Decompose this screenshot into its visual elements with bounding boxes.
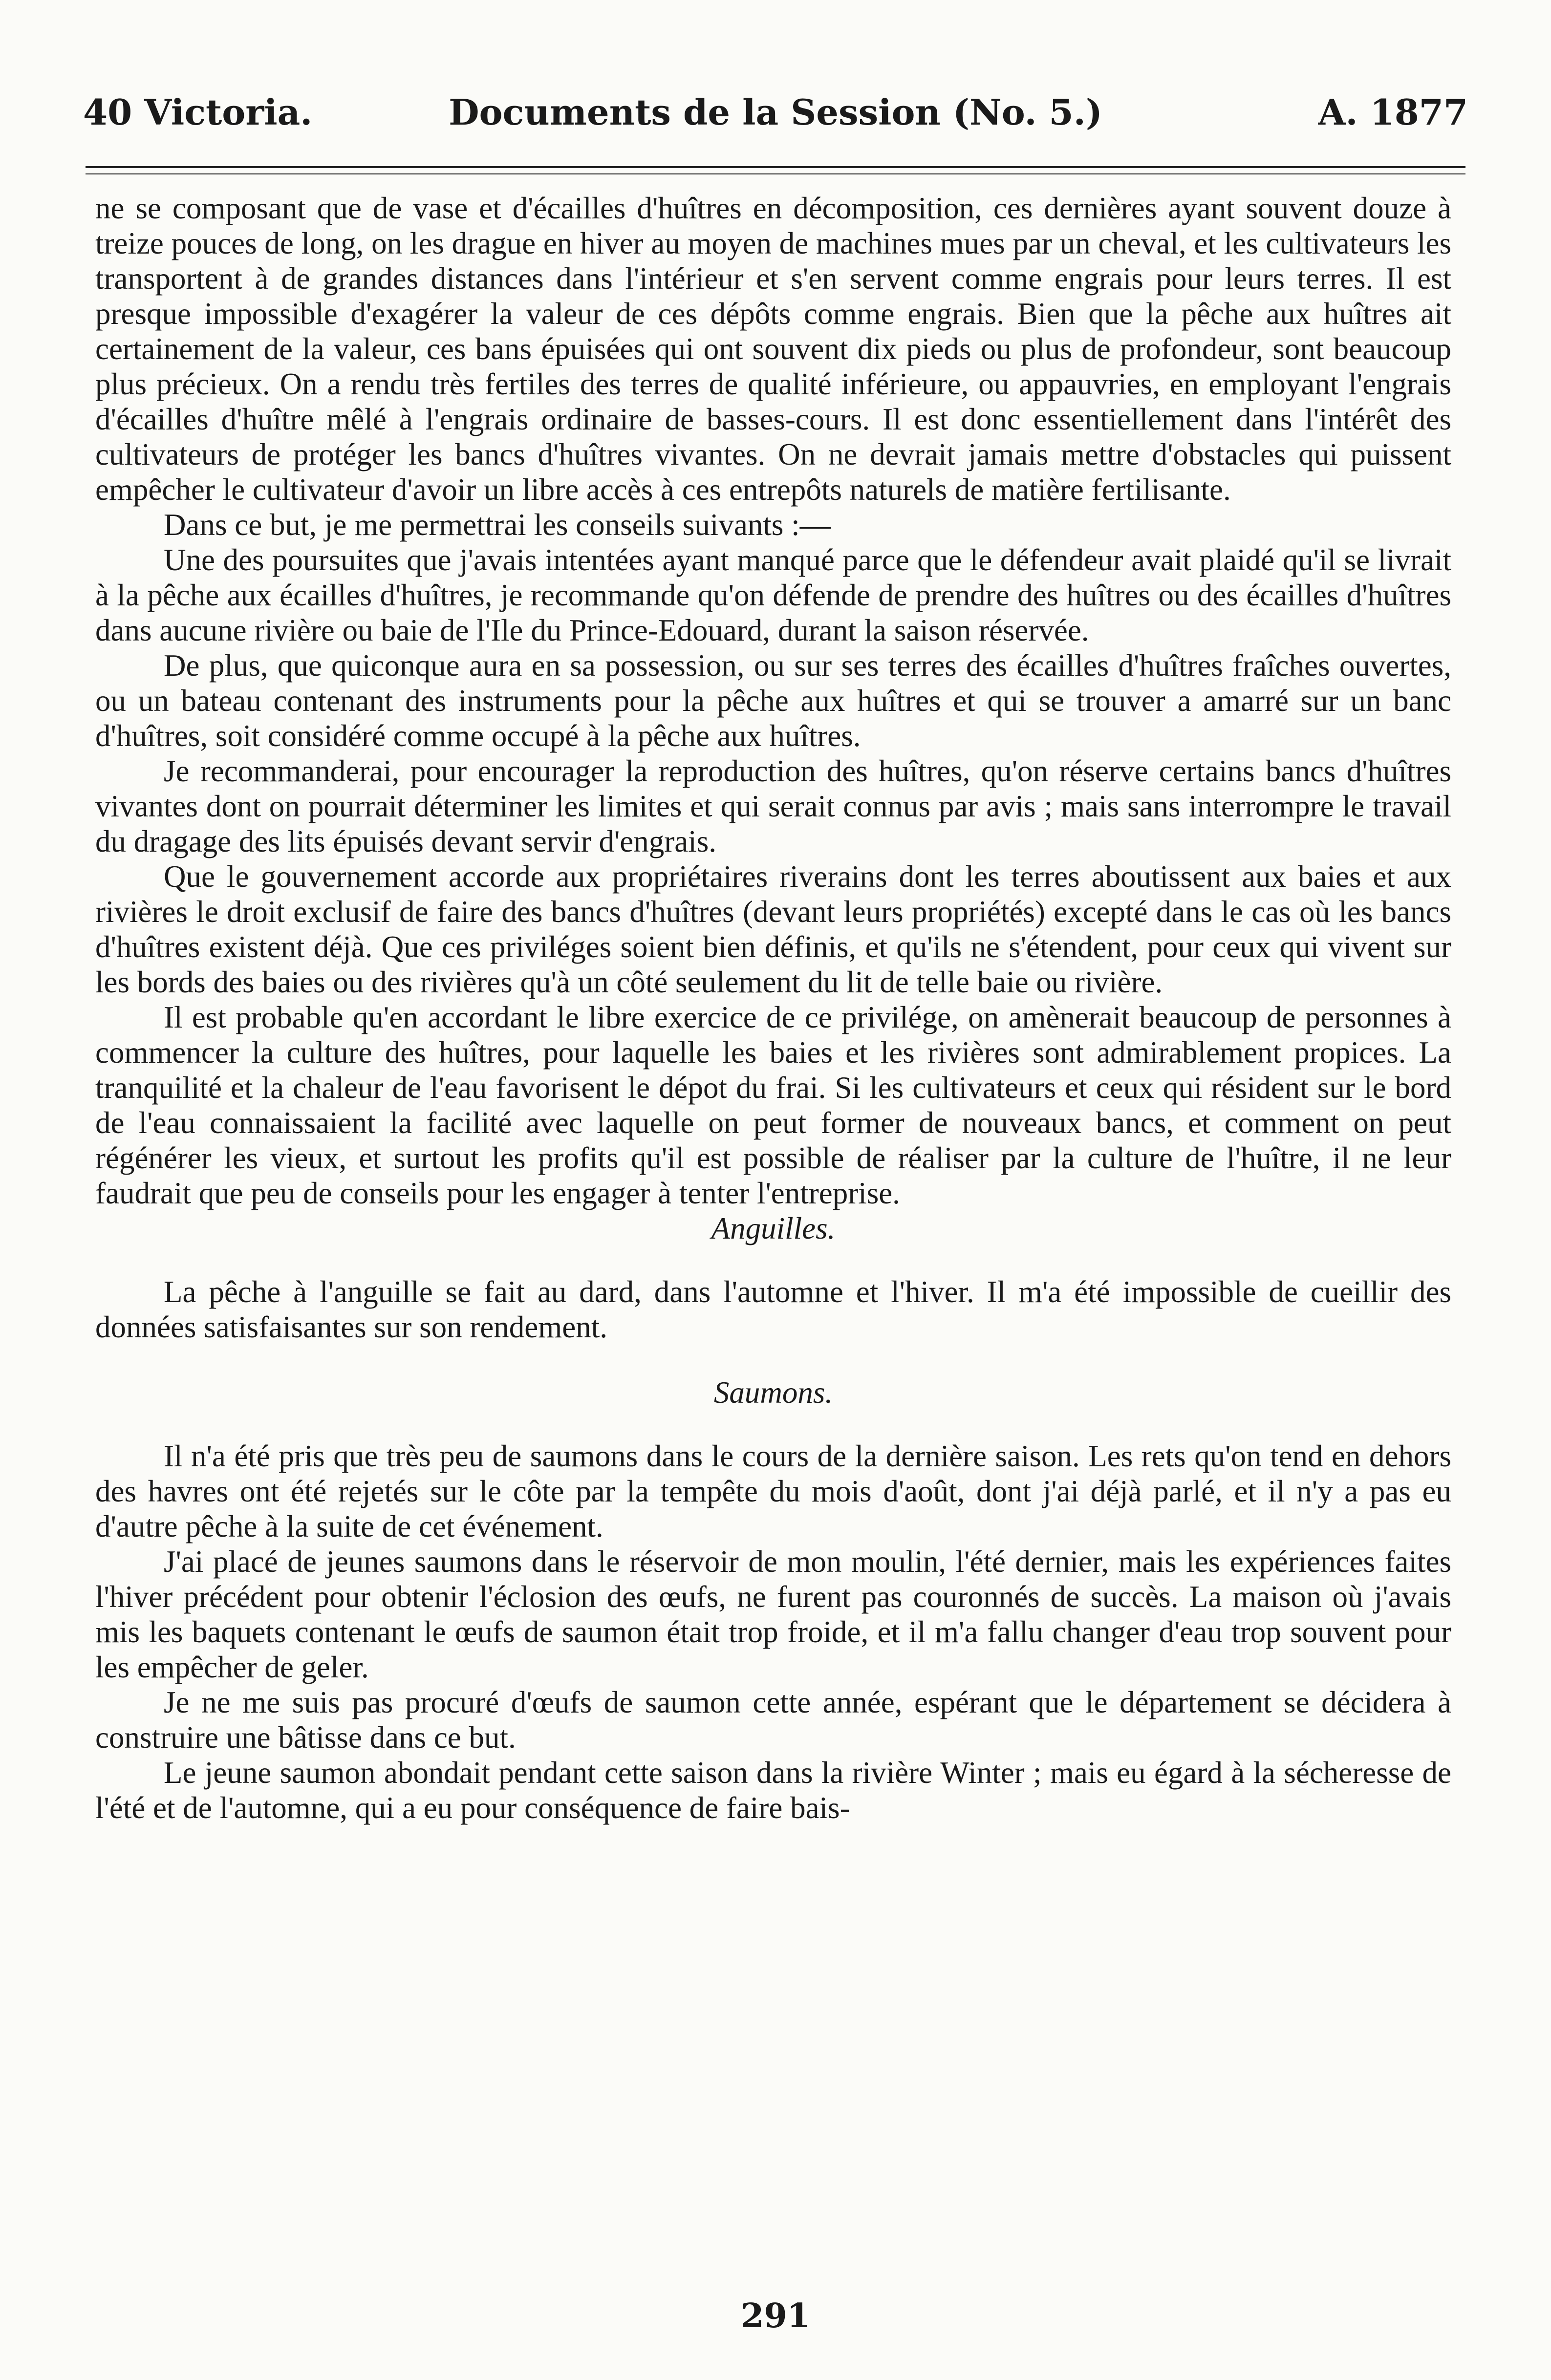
paragraph: De plus, que quiconque aura en sa possession, ou sur ses terres des écailles d'huîtres fraîches ouvertes, ou un bateau contenant des instruments pour la pêche aux huîtres et qui se trouver a amarré sur un banc d'huîtres, soit considéré comme occupé à la pêche aux huîtres. xyxy=(95,648,1451,753)
page-number: 291 xyxy=(741,2296,810,2336)
paragraph: Dans ce but, je me permettrai les conseils suivants :— xyxy=(164,508,831,542)
paragraph: Je recommanderai, pour encourager la reproduction des huîtres, qu'on réserve certains bancs d'huîtres vivantes dont on pourrait déterminer les limites et qui serait connus par avis ; mais sans interrompre le travail du dragage des lits épuisés devant servir d'engrais. xyxy=(95,754,1451,858)
header-session-year: 40 Victoria. xyxy=(83,91,313,133)
page-header xyxy=(83,88,1468,142)
header-rule-thin xyxy=(86,173,1465,174)
paragraph: J'ai placé de jeunes saumons dans le réservoir de mon moulin, l'été dernier, mais les expériences faites l'hiver précédent pour obtenir l'éclosion des œufs, ne furent pas couronnés de succès. La maison où j'avais mis les baquets contenant le œufs de saumon était trop froide, et il m'a fallu changer d'eau trop souvent pour les empêcher de geler. xyxy=(95,1544,1451,1684)
spacer xyxy=(95,1246,1451,1274)
header-year: A. 1877 xyxy=(1318,91,1468,133)
spacer xyxy=(95,1410,1451,1438)
paragraph-continued: ne se composant que de vase et d'écailles d'huîtres en décomposition, ces dernières ayant souvent douze à treize pouces de long, on les drague en hiver au moyen de machines mues par un cheval, et les cultivateurs les transportent à de grandes distances dans l'intérieur et s'en servent comme engrais pour leurs terres. Il est presque impossible d'exagérer la valeur de ces dépôts comme engrais. Bien que la pêche aux huîtres ait certainement de la valeur, ces bans épuisées qui ont souvent dix pieds ou plus de profondeur, sont beaucoup plus précieux. On a rendu très fertiles des terres de qualité inférieure, ou appauvries, en employant l'engrais d'écailles d'huître mêlé à l'engrais ordinaire de basses-cours. Il est donc essentiellement dans l'intérêt des cultivateurs de protéger les bancs d'huîtres vivantes. On ne devrait jamais mettre d'obstacles qui puissent empêcher le cultivateur d'avoir un libre accès à ces entrepôts naturels de matière fertilisante. xyxy=(95,191,1451,507)
paragraph: Le jeune saumon abondait pendant cette saison dans la rivière Winter ; mais eu égard à la sécheresse de l'été et de l'automne, qui a eu pour conséquence de faire bais- xyxy=(95,1756,1451,1825)
paragraph: Que le gouvernement accorde aux propriétaires riverains dont les terres aboutissent aux baies et aux rivières le droit exclusif de faire des bancs d'huîtres (devant leurs propriétés) excepté dans le cas où les bancs d'huîtres existent déjà. Que ces priviléges soient bien définis, et qu'ils ne s'étendent, pour ceux qui vivent sur les bords des baies ou des rivières qu'à un côté seulement du lit de telle baie ou rivière. xyxy=(95,859,1451,999)
header-document-title: Documents de la Session (No. 5.) xyxy=(449,91,1102,133)
section-heading-anguilles: Anguilles. xyxy=(711,1211,836,1245)
paragraph: Une des poursuites que j'avais intentées ayant manqué parce que le défendeur avait plaidé qu'il se livrait à la pêche aux écailles d'huîtres, je recommande qu'on défende de prendre des huîtres ou des écailles d'huîtres dans aucune rivière ou baie de l'Ile du Prince-Edouard, durant la saison réservée. xyxy=(95,543,1451,647)
paragraph: Il est probable qu'en accordant le libre exercice de ce privilége, on amènerait beaucoup de personnes à commencer la culture des huîtres, pour laquelle les baies et les rivières sont admirablement propices. La tranquilité et la chaleur de l'eau favorisent le dépot du frai. Si les cultivateurs et ceux qui résident sur le bord de l'eau connaissaient la facilité avec laquelle on peut former de nouveaux bancs, et comment on peut régénérer les vieux, et surtout les profits qu'il est possible de réaliser par la culture de l'huître, il ne leur faudrait que peu de conseils pour les engager à tenter l'entreprise. xyxy=(95,1000,1451,1210)
paragraph: Je ne me suis pas procuré d'œufs de saumon cette année, espérant que le département se décidera à construire une bâtisse dans ce but. xyxy=(95,1685,1451,1755)
paragraph: Il n'a été pris que très peu de saumons dans le cours de la dernière saison. Les rets qu'on tend en dehors des havres ont été rejetés sur le côte par la tempête du mois d'août, dont j'ai déjà parlé, et il n'y a pas eu d'autre pêche à la suite de cet événement. xyxy=(95,1439,1451,1544)
paragraph: La pêche à l'anguille se fait au dard, dans l'automne et l'hiver. Il m'a été impossible de cueillir des données satisfaisantes sur son rendement. xyxy=(95,1275,1451,1344)
section-heading-saumons: Saumons. xyxy=(713,1375,833,1410)
header-rule-thick xyxy=(86,166,1465,168)
document-body xyxy=(95,191,1451,1825)
spacer xyxy=(95,1345,1451,1375)
